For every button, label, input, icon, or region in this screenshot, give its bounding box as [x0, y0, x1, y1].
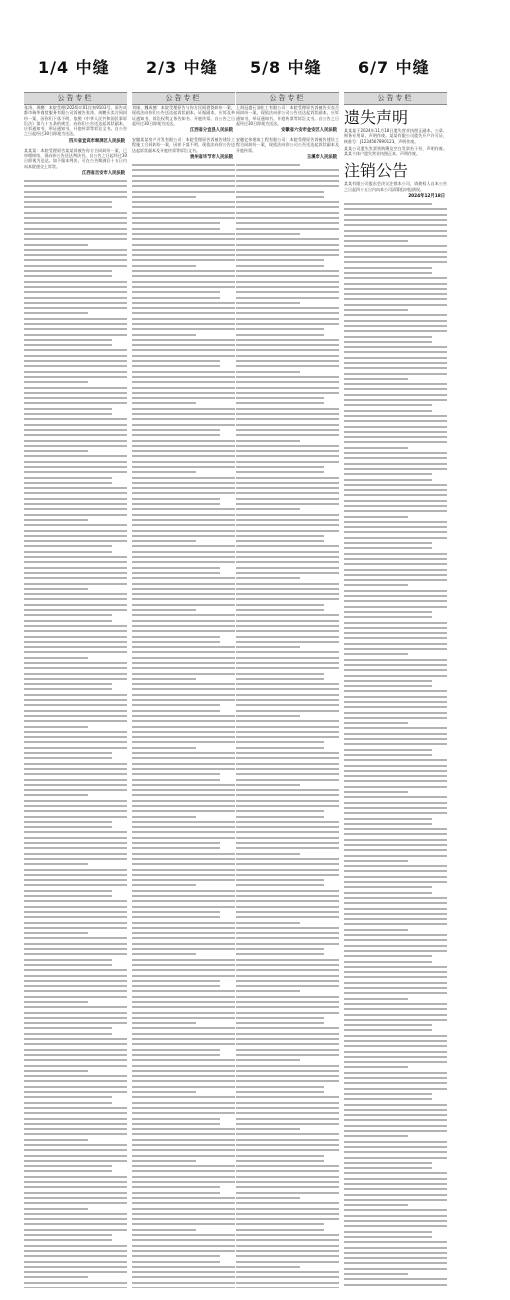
section-title: 注销公告	[344, 161, 409, 181]
notice-column-2	[132, 92, 235, 1288]
notice-signature: 贵州省毕节市人民法院	[190, 155, 233, 161]
notice-paragraph: 某某公司遗失发票领购簿及空白发票若干份，声明作废。某某个体户遗失营业执照正本，声明作废。	[344, 145, 447, 157]
notice-paragraph: 刘刚、魏成德：本院受理原告与你方民间借贷纠纷一案，现依法向你们公告送达起诉状副本、证据副本、应诉及举证通知书、诉讼权利义务告知书、开庭传票。自公告之日起经过30日即视为送达。	[132, 105, 235, 126]
column-header: 公告专栏	[132, 92, 235, 105]
notice-column-1	[24, 92, 127, 1288]
page-title-3: 5/8 中缝	[250, 58, 322, 77]
notice-signature: 2024年12月18日	[408, 194, 445, 200]
dense-text-block	[344, 203, 447, 1288]
notice-paragraph: 张涛、周鹏：本院受理(2024)川01民初9103号，原告成都市瑞华商贸服务有限公司诉被告张涛、周鹏买卖合同纠纷一案，因你们下落不明，依照《中华人民共和国民事诉讼法》第九十五条的规定，向你们公告送达起诉状副本、应诉通知书、举证通知书、开庭传票等诉讼文书。自公告之日起经过30日即视为送达。	[24, 105, 127, 137]
notice-signature: 江西省吉安市人民法院	[82, 170, 125, 176]
notice-column-4	[344, 92, 447, 1288]
notice-signature: 安徽省六安市金安区人民法院	[281, 128, 337, 134]
page-title-1: 1/4 中缝	[38, 58, 110, 77]
notice-signature: 四川省宜宾市翠屏区人民法院	[69, 138, 125, 144]
notice-paragraph: 某某某：本院受理原告某某诉被告你方合同纠纷一案，已审理终结，现向你公告送达判决书。自公告之日起经过30日即视为送达。如不服本判决，可在公告期满后十五日内向本院递交上诉状。	[24, 147, 127, 169]
dense-text-block	[24, 180, 127, 1288]
notice-paragraph: 上海冠盛石油化工有限公司：本院受理原告诉被告买卖合同纠纷一案，现依法向你公司公告送达起诉状副本、应诉通知书、举证通知书、开庭传票等诉讼文书。自公告之日起经过30日即视为送达。	[236, 105, 339, 126]
column-header: 公告专栏	[236, 92, 339, 105]
page-title-4: 6/7 中缝	[358, 58, 430, 77]
column-header: 公告专栏	[344, 92, 447, 105]
notice-column-3	[236, 92, 339, 1288]
notice-signature: 玉溪市人民法院	[306, 155, 337, 161]
notice-paragraph: 安徽某某房产开发有限公司：本院受理原告诉被告建设工程施工合同纠纷一案，因你下落不明，现依法向你公告送达起诉状副本及开庭传票等诉讼文书。	[132, 137, 235, 153]
dense-text-block	[132, 164, 235, 1288]
column-header: 公告专栏	[24, 92, 127, 105]
notice-paragraph: 某某有限公司股东会决议注销本公司，请债权人自本公告之日起四十五日内向本公司清算组申报债权。	[344, 181, 447, 192]
page-title-2: 2/3 中缝	[146, 58, 218, 77]
dense-text-block	[236, 164, 339, 1288]
notice-paragraph: 安徽亿伟建筑工程有限公司：本院受理原告诉被告建设工程合同纠纷一案，现依法向你公司公告送达起诉状副本及开庭传票。	[236, 137, 339, 153]
section-title: 遗失声明	[344, 108, 409, 127]
notice-signature: 江西省分宜县人民法院	[190, 128, 233, 134]
notice-paragraph: 某某某于2024年11月18日遗失营业执照正副本、公章、财务专用章，声明作废。某某有限公司遗失开户许可证，核准号：J1234567890123，声明作废。	[344, 128, 447, 144]
